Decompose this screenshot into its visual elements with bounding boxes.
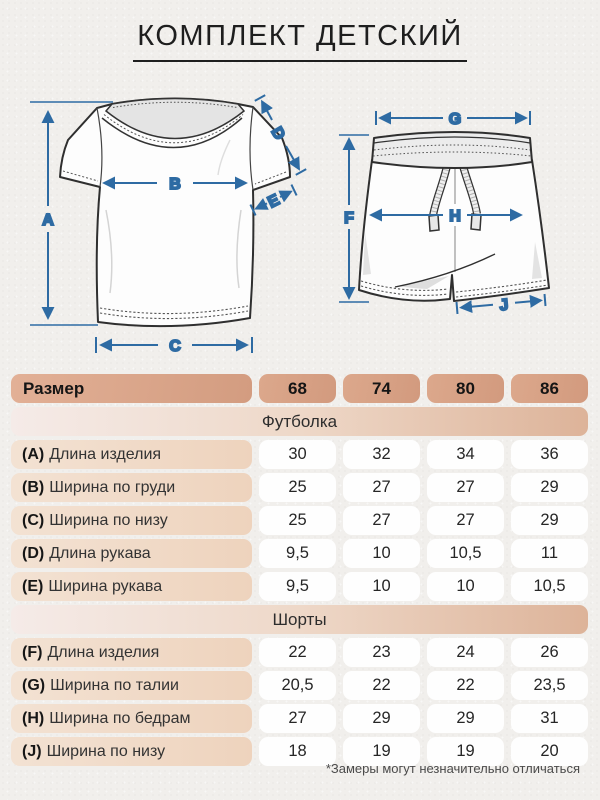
dim-j-label: J xyxy=(498,296,510,315)
measure-value: 19 xyxy=(427,737,504,766)
section-header-shorts: Шорты xyxy=(11,605,588,634)
measure-label-h: (H) Ширина по бедрам xyxy=(11,704,252,733)
dim-d-label: D xyxy=(267,124,288,144)
size-header-86: 86 xyxy=(511,374,588,403)
measure-value: 27 xyxy=(427,473,504,502)
measure-value: 25 xyxy=(259,506,336,535)
measure-letter: (B) xyxy=(22,478,45,496)
size-header-80: 80 xyxy=(427,374,504,403)
measure-value: 24 xyxy=(427,638,504,667)
dim-f-label: F xyxy=(344,210,354,227)
measure-letter: (A) xyxy=(22,445,45,463)
size-header-74: 74 xyxy=(343,374,420,403)
measure-value: 9,5 xyxy=(259,539,336,568)
measure-value: 31 xyxy=(511,704,588,733)
measure-value: 18 xyxy=(259,737,336,766)
measure-value: 27 xyxy=(427,506,504,535)
measure-label-a: (A) Длина изделия xyxy=(11,440,252,469)
measure-value: 9,5 xyxy=(259,572,336,601)
measure-value: 23 xyxy=(343,638,420,667)
measure-value: 36 xyxy=(511,440,588,469)
dim-g xyxy=(376,111,530,128)
measure-label-d: (D) Длина рукава xyxy=(11,539,252,568)
dim-b-label: B xyxy=(169,176,181,193)
measure-value: 20 xyxy=(511,737,588,766)
measure-value: 30 xyxy=(259,440,336,469)
measure-label-e: (E) Ширина рукава xyxy=(11,572,252,601)
measure-value: 27 xyxy=(343,506,420,535)
page-title: КОМПЛЕКТ ДЕТСКИЙ xyxy=(0,20,600,62)
measure-value: 10,5 xyxy=(427,539,504,568)
measure-value: 20,5 xyxy=(259,671,336,700)
shorts-diagram xyxy=(335,92,590,352)
measure-value: 22 xyxy=(343,671,420,700)
measure-value: 11 xyxy=(511,539,588,568)
tshirt-diagram xyxy=(20,80,315,370)
measure-value: 29 xyxy=(427,704,504,733)
measure-label-c: (C) Ширина по низу xyxy=(11,506,252,535)
measure-value: 27 xyxy=(259,704,336,733)
measure-value: 19 xyxy=(343,737,420,766)
measure-letter: (E) xyxy=(22,577,44,595)
tshirt-outline xyxy=(60,99,290,327)
footnote: *Замеры могут незначительно отличаться xyxy=(325,761,580,776)
measure-value: 25 xyxy=(259,473,336,502)
measure-value: 22 xyxy=(427,671,504,700)
dim-a-label: A xyxy=(42,212,54,229)
measure-value: 10,5 xyxy=(511,572,588,601)
measure-value: 29 xyxy=(511,506,588,535)
size-column-header: Размер xyxy=(11,374,252,403)
dim-g-label: G xyxy=(448,111,462,128)
measure-value: 23,5 xyxy=(511,671,588,700)
dim-c xyxy=(96,337,252,355)
size-table xyxy=(11,374,588,766)
dim-c-label: C xyxy=(169,338,181,355)
measure-label-f: (F) Длина изделия xyxy=(11,638,252,667)
measure-value: 26 xyxy=(511,638,588,667)
measure-value: 10 xyxy=(343,539,420,568)
measure-label-g: (G) Ширина по талии xyxy=(11,671,252,700)
measure-letter: (H) xyxy=(22,709,45,727)
measure-label-b: (B) Ширина по груди xyxy=(11,473,252,502)
measure-value: 29 xyxy=(511,473,588,502)
size-header-68: 68 xyxy=(259,374,336,403)
measure-value: 29 xyxy=(343,704,420,733)
measure-letter: (C) xyxy=(22,511,45,529)
measure-letter: (G) xyxy=(22,676,46,694)
measure-letter: (F) xyxy=(22,643,43,661)
dim-e-label: E xyxy=(265,191,283,212)
measure-value: 10 xyxy=(427,572,504,601)
measure-letter: (D) xyxy=(22,544,45,562)
measure-value: 34 xyxy=(427,440,504,469)
measure-value: 32 xyxy=(343,440,420,469)
measure-value: 27 xyxy=(343,473,420,502)
dim-h-label: H xyxy=(449,208,461,225)
measure-letter: (J) xyxy=(22,742,42,760)
measure-value: 22 xyxy=(259,638,336,667)
section-header-tshirt: Футболка xyxy=(11,407,588,436)
measure-value: 10 xyxy=(343,572,420,601)
measure-label-j: (J) Ширина по низу xyxy=(11,737,252,766)
